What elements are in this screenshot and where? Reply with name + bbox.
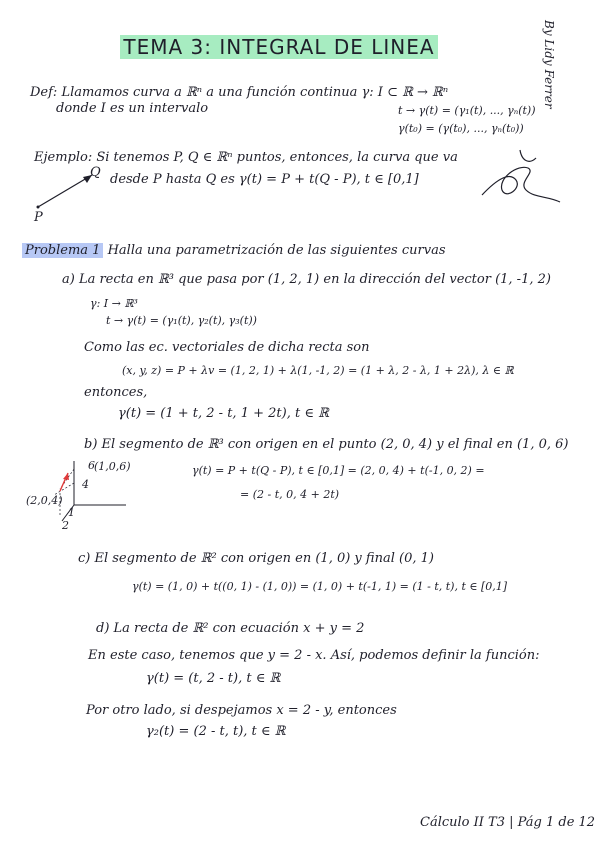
point-p-3d-label: (2,0,4) bbox=[26, 494, 63, 507]
point-p-label: P bbox=[34, 210, 43, 225]
part-a-map-1: γ: I → ℝ³ bbox=[90, 297, 138, 310]
problem-statement bbox=[22, 243, 446, 259]
axis-label-4: 4 bbox=[82, 478, 89, 491]
part-d-text-1: En este caso, tenemos que y = 2 - x. Así, podemos definir la función: bbox=[88, 648, 540, 663]
part-a-map-2: t → γ(t) = (γ₁(t), γ₂(t), γ₃(t)) bbox=[106, 314, 257, 327]
part-b-equation-2: = (2 - t, 0, 4 + 2t) bbox=[240, 488, 340, 501]
part-d-text-2: Por otro lado, si despejamos x = 2 - y, entonces bbox=[86, 703, 397, 718]
part-a-text: Como las ec. vectoriales de dicha recta son bbox=[84, 340, 370, 355]
part-d-equation-1: γ(t) = (t, 2 - t), t ∈ ℝ bbox=[146, 671, 281, 686]
part-b-equation-1: γ(t) = P + t(Q - P), t ∈ [0,1] = (2, 0, 4) + t(-1, 0, 2) = bbox=[192, 464, 485, 477]
part-a-result: γ(t) = (1 + t, 2 - t, 1 + 2t), t ∈ ℝ bbox=[118, 406, 329, 421]
curve-sketch-figure bbox=[478, 150, 563, 210]
author-signature: By Lidy Ferrer bbox=[542, 20, 556, 109]
axis-label-1: 1 bbox=[68, 506, 75, 519]
definition-eval: γ(t₀) = (γ(t₀), ..., γₙ(t₀)) bbox=[398, 122, 524, 135]
part-c-intro: c) El segmento de ℝ² con origen en (1, 0) y final (0, 1) bbox=[78, 551, 434, 566]
example-line-2: desde P hasta Q es γ(t) = P + t(Q - P), t ∈ [0,1] bbox=[110, 172, 419, 187]
definition-map: t → γ(t) = (γ₁(t), ..., γₙ(t)) bbox=[398, 104, 536, 117]
example-line-1: Ejemplo: Si tenemos P, Q ∈ ℝⁿ puntos, entonces, la curva que va bbox=[34, 150, 458, 165]
part-c-equation: γ(t) = (1, 0) + t((0, 1) - (1, 0)) = (1, 0) + t(-1, 1) = (1 - t, t), t ∈ [0,1] bbox=[132, 580, 508, 593]
problem-label: Problema 1 bbox=[22, 243, 103, 258]
point-q-3d-label: (1,0,6) bbox=[94, 460, 131, 473]
problem-text: Halla una parametrización de las siguientes curvas bbox=[107, 243, 446, 258]
axis-label-6: 6 bbox=[88, 459, 95, 472]
definition-line-1: Def: Llamamos curva a ℝⁿ a una función continua γ: I ⊂ ℝ → ℝⁿ bbox=[30, 85, 449, 100]
part-a-intro: a) La recta en ℝ³ que pasa por (1, 2, 1) en la dirección del vector (1, -1, 2) bbox=[62, 272, 551, 287]
definition-line-2: donde I es un intervalo bbox=[56, 101, 209, 116]
part-a-then: entonces, bbox=[84, 385, 148, 400]
part-a-equation: (x, y, z) = P + λv = (1, 2, 1) + λ(1, -1, 2) = (1 + λ, 2 - λ, 1 + 2λ), λ ∈ ℝ bbox=[122, 364, 514, 377]
axis-label-2: 2 bbox=[62, 519, 69, 532]
page-footer: Cálculo II T3 | Pág 1 de 12 bbox=[420, 815, 596, 830]
point-q-label: Q bbox=[90, 165, 101, 180]
part-d-intro: d) La recta de ℝ² con ecuación x + y = 2 bbox=[96, 621, 365, 636]
page-title: TEMA 3: INTEGRAL DE LINEA bbox=[120, 35, 438, 59]
part-b-intro: b) El segmento de ℝ³ con origen en el punto (2, 0, 4) y el final en (1, 0, 6) bbox=[84, 437, 569, 452]
part-d-equation-2: γ₂(t) = (2 - t, t), t ∈ ℝ bbox=[146, 724, 286, 739]
